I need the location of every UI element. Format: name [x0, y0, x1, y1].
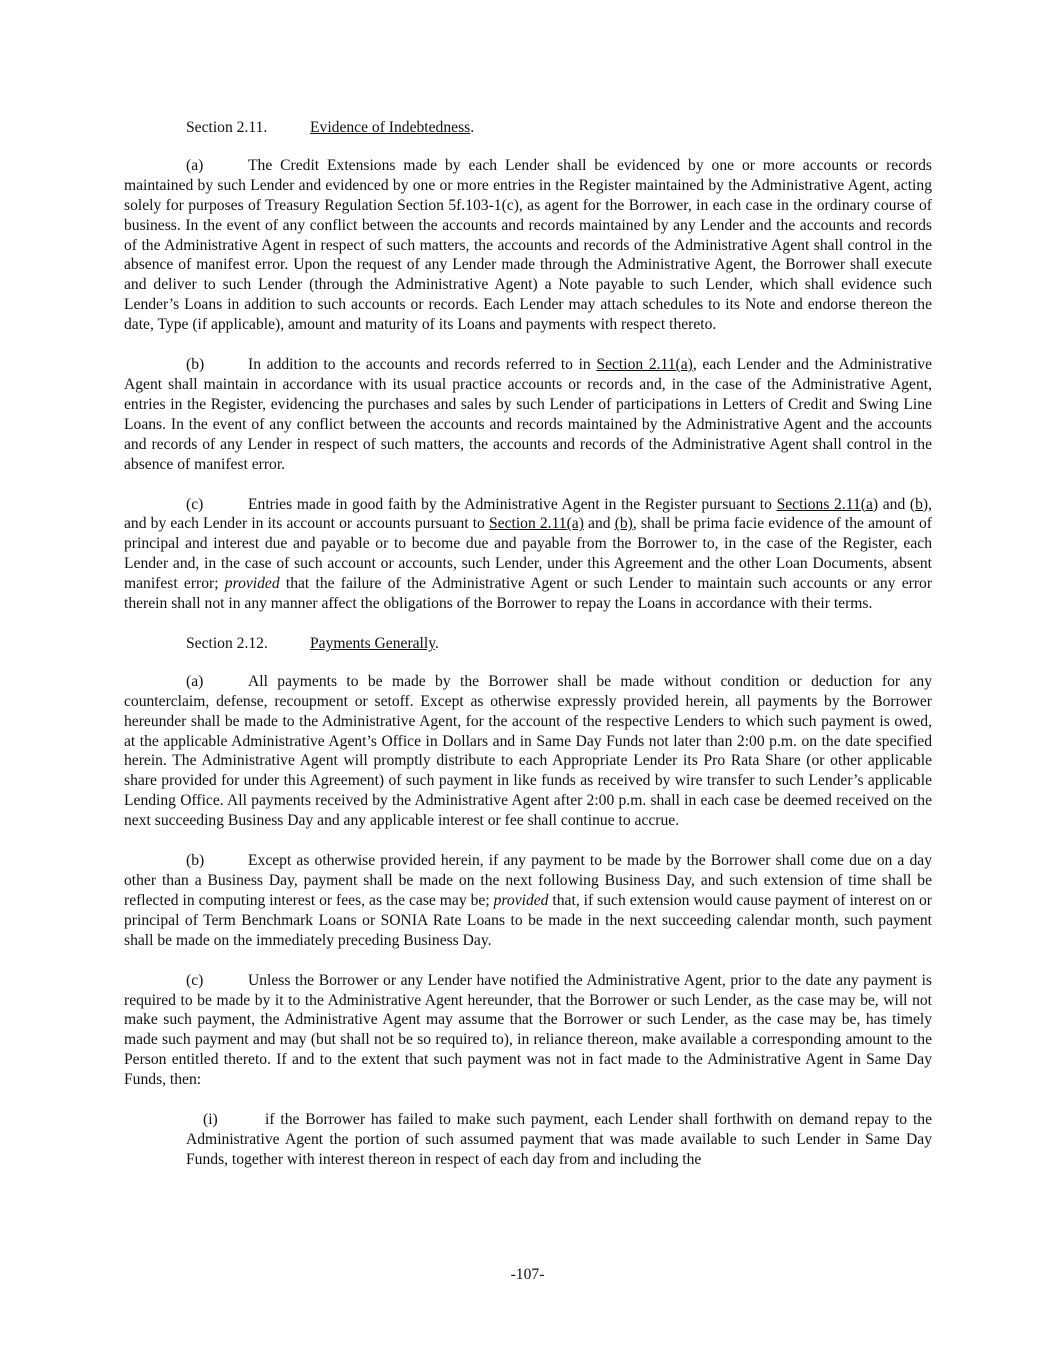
clause-label: (b) — [186, 852, 205, 870]
section-2-12-c — [124, 971, 932, 1090]
clause-label: (a) — [186, 156, 204, 174]
clause-text: , shall be prima facie evidence of the amount of principal and interest due and payable or to become due and payable from the Borrower to, in the case of the Register, each Lender and, in the case of such account or accounts, such Lender, under this Agreement and the other Loan Documents, absent manifest error; — [124, 515, 932, 593]
section-2-11-c — [124, 495, 932, 614]
clause-text: that, if such extension would cause payment of interest on or principal of Term Benchmark Loans or SONIA Rate Loans to be made in the next succeeding calendar month, such payment shall be made on the immediately preceding Business Day. — [124, 891, 932, 949]
cross-reference: Section 2.11(a) — [596, 356, 693, 374]
clause-text: Except as otherwise provided herein, if any payment to be made by the Borrower shall come due on a day other than a Business Day, payment shall be made on the next following Business Day, and such extension of time shall be reflected in computing interest or fees, as the case may be; — [124, 852, 932, 909]
provided-term: provided — [224, 575, 280, 593]
cross-reference: (b) — [909, 495, 929, 513]
clause-text: that the failure of the Administrative Agent or such Lender to maintain such accounts or any error therein shall not in any manner affect the obligations of the Borrower to repay the Loans in accordance with their terms. — [124, 575, 933, 613]
clause-label: (a) — [186, 672, 204, 690]
section-2-12-heading: Section 2.12. Payments Generally. — [186, 634, 439, 652]
section-title: Payments Generally — [310, 634, 436, 652]
clause-text: In addition to the accounts and records referred to in — [248, 356, 597, 374]
section-2-11-heading: Section 2.11. Evidence of Indebtedness. — [186, 119, 475, 136]
cross-reference: Section 2.11(a) — [488, 515, 584, 533]
document-page — [124, 118, 932, 1170]
section-2-11-b — [124, 355, 932, 474]
section-2-12-b — [124, 851, 932, 951]
clause-text: if the Borrower has failed to make such payment, each Lender shall forthwith on demand repay to the Administrative Agent the portion of such assumed payment that was made available to such Lender in Same Day Funds, together with interest thereon in respect of each day from and including the — [186, 1111, 932, 1168]
clause-text: All payments to be made by the Borrower shall be made without condition or deduction for any counterclaim, defense, recoupment or setoff. Except as otherwise expressly provided herein, all payments by the Borrower hereunder shall be made to the Administrative Agent, for the account of the respective Lenders to which such payment is owed, at the applicable Administrative Agent’s Office in Dollars and in Same Day Funds not later than 2:00 p.m. on the date specified herein. The Administrative Agent will promptly distribute to each Appropriate Lender its Pro Rata Share (or other applicable share provided for under this Agreement) of such payment in like funds as received by wire transfer to such Lender’s applicable Lending Office. All payments received by the Administrative Agent after 2:00 p.m. shall in each case be deemed received on the next succeeding Business Day and any applicable interest or fee shall continue to accrue. — [124, 672, 932, 830]
clause-text: and — [583, 515, 615, 533]
clause-label: (b) — [186, 356, 205, 374]
clause-label: (c) — [186, 495, 204, 513]
clause-text: and — [878, 495, 910, 513]
clause-text: , each Lender and the Administrative Agent shall maintain in accordance with its usual practice accounts or records and, in the case of the Administrative Agent, entries in the Register, evidencing the purchases and sales by such Lender of participations in Letters of Credit and Swing Line Loans. In the event of any conflict between the accounts and records maintained by the Administrative Agent and the accounts and records of any Lender in respect of such matters, the accounts and records of the Administrative Agent shall control in the absence of manifest error. — [124, 356, 932, 473]
section-2-12-c-i — [186, 1110, 932, 1170]
cross-reference: (b) — [614, 515, 633, 533]
clause-label: (i) — [203, 1111, 218, 1129]
section-number: Section 2.12. — [186, 634, 268, 652]
provided-term: provided — [493, 891, 549, 909]
section-2-12-a — [124, 672, 932, 831]
clause-text: Entries made in good faith by the Administrative Agent in the Register pursuant to — [248, 495, 777, 513]
clause-text: Unless the Borrower or any Lender have notified the Administrative Agent, prior to the date any payment is required to be made by it to the Administrative Agent hereunder, that the Borrower or such Lender, as the case may be, will not make such payment, the Administrative Agent may assume that the Borrower or such Lender, as the case may be, has timely made such payment and may (but shall not be so required to), in reliance thereon, make available a corresponding amount to the Person entitled thereto. If and to the extent that such payment was not in fact made to the Administrative Agent in Same Day Funds, then: — [124, 971, 932, 1089]
page-number: -107- — [510, 1266, 545, 1283]
section-title: Evidence of Indebtedness — [310, 119, 471, 136]
clause-text: The Credit Extensions made by each Lender shall be evidenced by one or more accounts or records maintained by such Lender and evidenced by one or more entries in the Register maintained by the Administrative Agent, acting solely for purposes of Treasury Regulation Section 5f.103-1(c), as agent for the Borrower, in each case in the ordinary course of business. In the event of any conflict between the accounts and records maintained by any Lender and the accounts and records of the Administrative Agent in respect of such matters, the accounts and records of the Administrative Agent shall control in the absence of manifest error. Upon the request of any Lender made through the Administrative Agent, the Borrower shall execute and deliver to such Lender (through the Administrative Agent) a Note payable to such Lender, which shall evidence such Lender’s Loans in addition to such accounts or records. Each Lender may attach schedules to its Note and endorse thereon the date, Type (if applicable), amount and maturity of its Loans and payments with respect thereto. — [124, 156, 932, 334]
section-2-11-a — [124, 156, 932, 335]
section-number: Section 2.11. — [186, 119, 268, 136]
clause-text: , and by each Lender in its account or accounts pursuant to — [124, 495, 932, 533]
clause-label: (c) — [186, 971, 204, 989]
cross-reference: Sections 2.11(a) — [776, 495, 879, 513]
